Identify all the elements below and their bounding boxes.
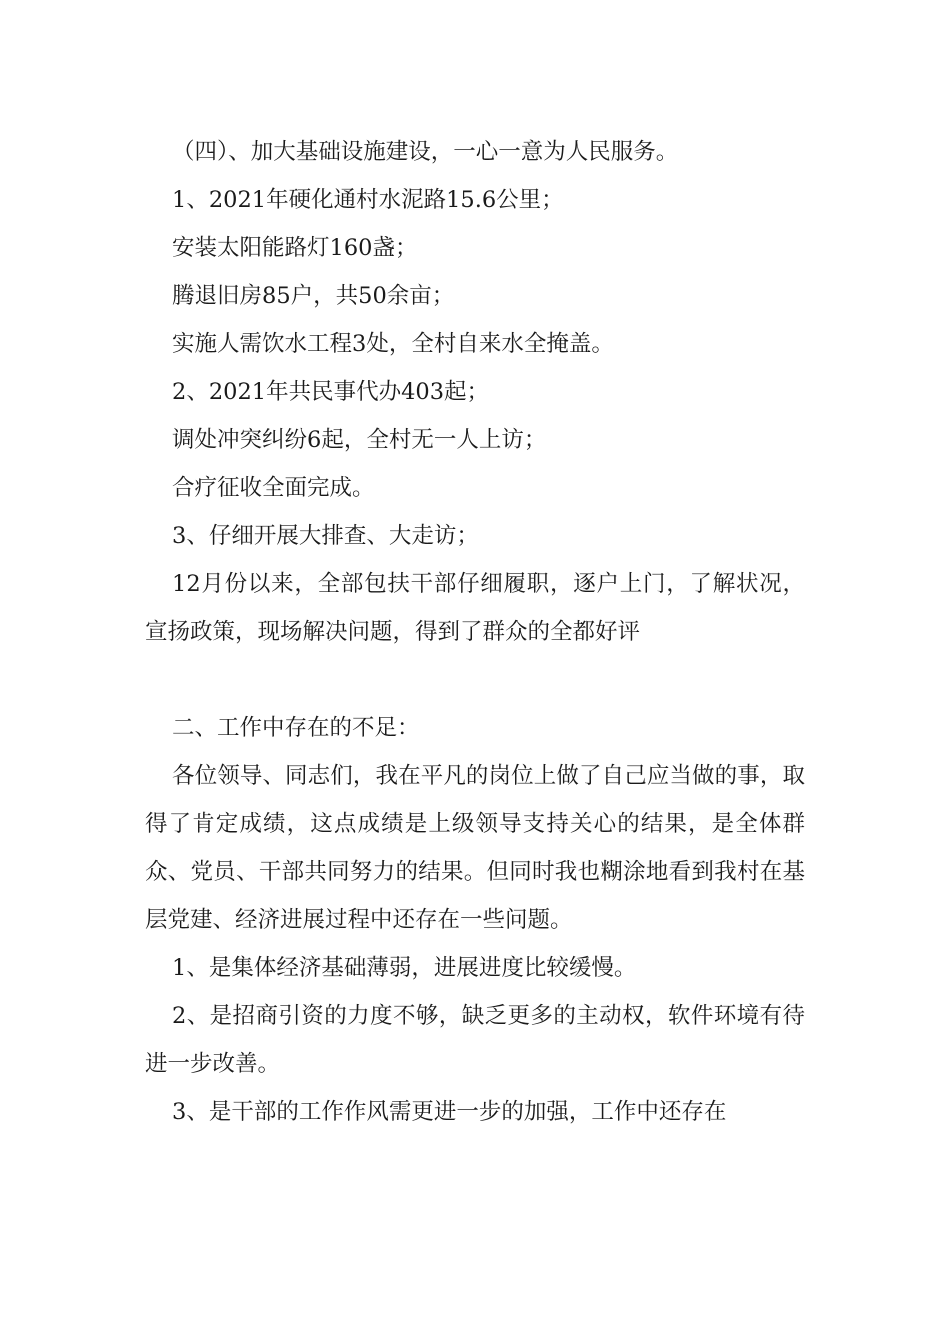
section-two-heading: 二、工作中存在的不足： <box>172 715 420 741</box>
paragraph: 腾退旧房85户，共50余亩； <box>172 283 455 309</box>
paragraph: 各位领导、同志们，我在平凡的岗位上做了自己应当做的事，取得了肯定成绩，这点成绩是上级领导支持关心的结果，是全体群众、党员、干部共同努力的结果。但同时我也糊涂地看到我村在基层党建、经济进展过程中还存在一些问题。 <box>145 763 805 933</box>
paragraph: 2、2021年共民事代办403起； <box>172 379 490 405</box>
paragraph: 3、仔细开展大排查、大走访； <box>172 523 479 549</box>
paragraph: 3、是干部的工作作风需更进一步的加强，工作中还存在 <box>172 1099 727 1125</box>
paragraph: 安装太阳能路灯160盏； <box>172 235 418 261</box>
paragraph: 1、2021年硬化通村水泥路15.6公里； <box>172 187 564 213</box>
document-body <box>145 128 805 1136</box>
section-four-heading: （四）、加大基础设施建设，一心一意为人民服务。 <box>172 139 679 165</box>
paragraph: 12月份以来，全部包扶干部仔细履职，逐户上门，了解状况，宣扬政策，现场解决问题，得到了群众的全都好评 <box>145 571 805 645</box>
paragraph: 合疗征收全面完成。 <box>172 475 375 501</box>
paragraph: 2、是招商引资的力度不够，缺乏更多的主动权，软件环境有待进一步改善。 <box>145 1003 805 1077</box>
paragraph: 实施人需饮水工程3处，全村自来水全掩盖。 <box>172 331 614 357</box>
paragraph-gap <box>145 656 805 704</box>
paragraph: 1、是集体经济基础薄弱，进展进度比较缓慢。 <box>172 955 637 981</box>
paragraph: 调处冲突纠纷6起，全村无一人上访； <box>172 427 547 453</box>
